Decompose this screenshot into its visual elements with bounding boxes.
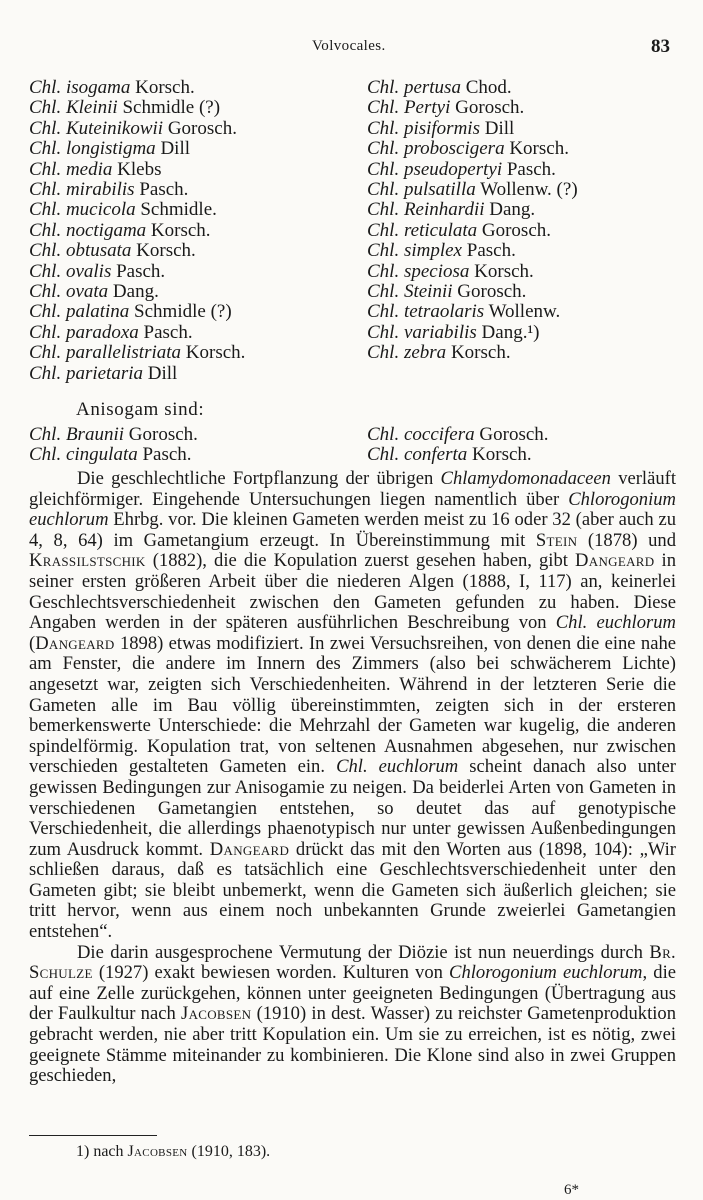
footnote-marker: 1) nach — [76, 1143, 128, 1160]
species-author: Gorosch. — [481, 219, 552, 241]
species-entry — [367, 200, 578, 220]
text-run: 1898) etwas modifiziert. In zwei Versuchsreihen, von denen die eine nahe am Fenster, die andere im Innern des Zimmers (also bei schwächerem Lichte) angesetzt war, zeigten sich Verschiedenheiten. Während in der letzteren Serie die Gameten alle im Bau völlig übereinstimmten, zeigten sich in der ersteren bemerkenswerte Unterschiede: die Mehrzahl der Gameten war kugelig, die anderen spindelförmig. Kopulation trat, von seltenen Ausnahmen abgesehen, nur zwischen verschieden gestalteten Gameten ein. — [29, 632, 676, 778]
species-column-left — [29, 425, 198, 466]
genus-abbrev: Chl. — [29, 444, 62, 466]
genus-abbrev: Chl. — [29, 77, 62, 98]
anisogamous-heading: Anisogam sind: — [76, 399, 205, 420]
species-author: Wollenw. — [488, 301, 561, 323]
species-author: Korsch. — [474, 260, 534, 282]
species-entry — [29, 119, 245, 139]
species-entry — [367, 241, 578, 261]
page-header — [0, 34, 703, 60]
genus-abbrev: Chl. — [29, 97, 62, 119]
genus-abbrev: Chl. — [29, 301, 62, 323]
genus-abbrev: Chl. — [29, 321, 62, 343]
species-entry — [367, 323, 578, 343]
species-author: Dang. — [112, 281, 159, 303]
species-author: Klebs — [117, 158, 162, 180]
species-author: Gorosch. — [455, 97, 525, 119]
body-text — [29, 469, 676, 1087]
species-entry — [29, 302, 245, 322]
species-entry — [29, 323, 245, 343]
genus-abbrev: Chl. — [29, 219, 62, 241]
species-author: Pasch. — [139, 179, 189, 201]
taxon-name: Chlamydomonadaceen — [440, 468, 611, 489]
species-entry — [29, 343, 245, 363]
genus-abbrev: Chl. — [29, 362, 62, 384]
genus-abbrev: Chl. — [367, 117, 400, 139]
species-epithet: zebra — [403, 342, 447, 364]
species-author: Korsch. — [472, 444, 532, 466]
species-epithet: pseudopertyi — [403, 158, 503, 180]
taxon-name: Chlorogonium euchlorum — [29, 488, 676, 531]
species-epithet: Kuteinikowii — [65, 117, 164, 139]
species-entry — [367, 302, 578, 322]
paragraph — [29, 943, 676, 1087]
text-run: Ehrbg. vor. Die kleinen Gameten werden meist zu 16 oder 32 (aber auch zu 4, 8, 64) im Gametangium erzeugt. In Übereinstimmung mit — [29, 509, 676, 551]
species-entry — [29, 200, 245, 220]
species-epithet: Steinii — [403, 281, 453, 303]
text-run: Die darin ausgesprochene Vermutung der Diözie ist nun neuerdings durch — [77, 941, 650, 963]
species-entry — [367, 139, 578, 159]
species-author: Korsch. — [135, 77, 195, 98]
species-entry — [29, 98, 245, 118]
footnote — [76, 1143, 270, 1161]
signature-mark: 6* — [564, 1182, 579, 1198]
species-author: Korsch. — [136, 240, 196, 262]
species-author: Pasch. — [466, 240, 516, 262]
text-run: scheint danach also unter gewissen Bedingungen zur Anisogamie zu neigen. Da beiderlei Arten von Gameten in verschiedenen Gametangien entstehen, so deutet das auf genotypische Verschiedenheit, die allerdings phaenotypisch nur unter gewissen Außenbedingungen zum Ausdruck kommt. — [29, 756, 676, 860]
species-author: Gorosch. — [167, 117, 237, 139]
species-entry — [367, 445, 549, 465]
species-epithet: paradoxa — [65, 321, 139, 343]
species-entry — [29, 364, 245, 384]
species-author: Gorosch. — [128, 424, 198, 445]
species-entry — [29, 241, 245, 261]
species-epithet: pisiformis — [403, 117, 480, 139]
author-name: Dangeard — [209, 838, 290, 860]
author-name: Br. Schulze — [29, 941, 676, 984]
genus-abbrev: Chl. — [367, 219, 400, 241]
author-name: Krassilstschik — [29, 550, 146, 572]
species-entry — [367, 262, 578, 282]
text-run: in seiner ersten größeren Arbeit über die niederen Algen (1888, I, 117) an, keinerlei Geschlechtsverschiedenheit zwischen den Gameten gefunden zu haben. Diese Angaben werden in der späteren ausführlichen Beschreibung von — [29, 550, 676, 634]
species-entry — [29, 221, 245, 241]
species-column-right — [367, 78, 578, 364]
author-name: Stein — [535, 529, 578, 551]
genus-abbrev: Chl. — [29, 158, 62, 180]
text-run: verläuft gleichförmiger. Eingehende Untersuchungen liegen namentlich über — [29, 468, 677, 510]
species-epithet: Reinhardii — [403, 199, 485, 221]
text-run: (1927) exakt bewiesen worden. Kulturen von — [92, 962, 450, 984]
genus-abbrev: Chl. — [367, 240, 400, 262]
species-epithet: speciosa — [403, 260, 470, 282]
genus-abbrev: Chl. — [367, 260, 400, 282]
genus-abbrev: Chl. — [29, 424, 62, 445]
species-author: Pasch. — [506, 158, 556, 180]
species-epithet: pulsatilla — [403, 179, 476, 201]
genus-abbrev: Chl. — [29, 260, 62, 282]
species-entry — [29, 139, 245, 159]
species-epithet: mucicola — [65, 199, 136, 221]
species-author: Gorosch. — [479, 424, 549, 445]
species-entry — [367, 180, 578, 200]
species-epithet: Braunii — [65, 424, 125, 445]
species-epithet: tetraolaris — [403, 301, 485, 323]
genus-abbrev: Chl. — [29, 281, 62, 303]
species-entry — [367, 160, 578, 180]
footnote-rule — [29, 1135, 157, 1136]
genus-abbrev: Chl. — [367, 138, 400, 160]
species-author: Pasch. — [116, 260, 166, 282]
species-epithet: Pertyi — [403, 97, 451, 119]
species-author: Dang. — [489, 199, 536, 221]
species-entry — [29, 262, 245, 282]
species-author: Pasch. — [143, 321, 193, 343]
author-name: Jacobsen — [127, 1143, 188, 1160]
species-entry — [367, 221, 578, 241]
species-entry — [367, 343, 578, 363]
species-epithet: ovalis — [65, 260, 112, 282]
species-epithet: media — [65, 158, 113, 180]
species-entry — [367, 282, 578, 302]
author-name: Dangeard — [575, 550, 655, 572]
text-run: Die geschlechtliche Fortpflanzung der übrigen — [77, 468, 441, 489]
text-run: (1882), die die Kopulation zuerst gesehen haben, gibt — [145, 550, 576, 572]
text-run: , die auf eine Zelle zurückgehen, können unter geeigneten Bedingungen (Übertragung aus der Faulkultur nach — [29, 962, 676, 1025]
species-author: Korsch. — [450, 342, 511, 364]
species-author: Chod. — [465, 77, 512, 98]
genus-abbrev: Chl. — [367, 342, 400, 364]
taxon-name: Chl. euchlorum — [555, 612, 676, 634]
footnote-reference: (1910, 183). — [187, 1143, 271, 1160]
genus-abbrev: Chl. — [367, 321, 400, 343]
genus-abbrev: Chl. — [367, 158, 400, 180]
text-run: drückt das mit den Worten aus (1898, 104): „Wir schließen daraus, daß es tatsächlich eine Geschlechtsverschiedenheit unter den Gameten gibt; sie bleibt unbemerkt, wenn die Gameten sich äußerlich gleichen; sie tritt hervor, wenn aus einem noch unbekannten Grunde zweierlei Gametangien entstehen“. — [29, 838, 676, 943]
genus-abbrev: Chl. — [367, 444, 400, 466]
species-author: Schmidle (?) — [122, 97, 221, 119]
species-column-left — [29, 78, 245, 384]
species-author: Gorosch. — [457, 281, 527, 303]
species-entry — [29, 78, 245, 98]
genus-abbrev: Chl. — [29, 138, 62, 160]
genus-abbrev: Chl. — [29, 199, 62, 221]
species-epithet: reticulata — [403, 219, 478, 241]
taxon-name: Chlorogonium euchlorum — [449, 962, 643, 984]
genus-abbrev: Chl. — [367, 77, 400, 98]
species-epithet: cingulata — [65, 444, 138, 466]
page-number: 83 — [651, 36, 670, 57]
genus-abbrev: Chl. — [29, 240, 62, 262]
text-run: ( — [29, 632, 36, 654]
species-author: Dill — [484, 117, 515, 139]
text-run: (1878) und — [577, 529, 676, 551]
genus-abbrev: Chl. — [29, 117, 62, 139]
genus-abbrev: Chl. — [367, 97, 400, 119]
species-entry — [367, 98, 578, 118]
genus-abbrev: Chl. — [367, 281, 400, 303]
species-author: Dill — [160, 138, 190, 160]
species-epithet: isogama — [65, 77, 131, 98]
species-entry — [29, 445, 198, 465]
genus-abbrev: Chl. — [367, 424, 400, 445]
species-entry — [29, 282, 245, 302]
author-name: Dangeard — [35, 632, 115, 654]
species-author: Schmidle. — [140, 199, 217, 221]
species-author: Schmidle (?) — [134, 301, 232, 323]
species-epithet: parallelistriata — [65, 342, 182, 364]
species-entry — [367, 425, 549, 445]
species-epithet: ovata — [65, 281, 109, 303]
species-author: Pasch. — [142, 444, 192, 466]
species-epithet: mirabilis — [65, 179, 135, 201]
paragraph — [29, 469, 676, 943]
species-epithet: conferta — [403, 444, 468, 466]
genus-abbrev: Chl. — [367, 179, 400, 201]
genus-abbrev: Chl. — [367, 199, 400, 221]
species-epithet: longistigma — [65, 138, 156, 160]
species-epithet: proboscigera — [403, 138, 505, 160]
genus-abbrev: Chl. — [367, 301, 400, 323]
species-entry — [29, 160, 245, 180]
species-epithet: Kleinii — [65, 97, 118, 119]
species-entry — [367, 119, 578, 139]
species-author: Dill — [147, 362, 178, 384]
species-author: Korsch. — [185, 342, 246, 364]
species-author: Korsch. — [150, 219, 211, 241]
text-run: (1910) in dest. Wasser) zu reichster Gametenproduktion gebracht werden, nie aber tritt Kopulation ein. Um sie zu erreichen, ist es nötig, zwei geeignete Stämme miteinander zu kombinieren. Die Klone sind also in zwei Gruppen geschieden, — [29, 1003, 677, 1087]
species-epithet: pertusa — [403, 77, 461, 98]
species-epithet: variabilis — [403, 321, 477, 343]
author-name: Jacobsen — [181, 1003, 252, 1025]
genus-abbrev: Chl. — [29, 342, 62, 364]
species-epithet: coccifera — [403, 424, 475, 445]
genus-abbrev: Chl. — [29, 179, 62, 201]
species-author: Dang.¹) — [481, 321, 540, 343]
species-author: Wollenw. (?) — [480, 179, 578, 201]
species-entry — [29, 425, 198, 445]
species-epithet: simplex — [403, 240, 462, 262]
taxon-name: Chl. euchlorum — [336, 756, 459, 778]
species-author: Korsch. — [509, 138, 569, 160]
species-entry — [29, 180, 245, 200]
running-title: Volvocales. — [312, 38, 386, 54]
species-entry — [367, 78, 578, 98]
species-epithet: noctigama — [65, 219, 147, 241]
species-epithet: parietaria — [65, 362, 144, 384]
species-epithet: obtusata — [65, 240, 132, 262]
species-epithet: palatina — [65, 301, 130, 323]
species-column-right — [367, 425, 549, 466]
